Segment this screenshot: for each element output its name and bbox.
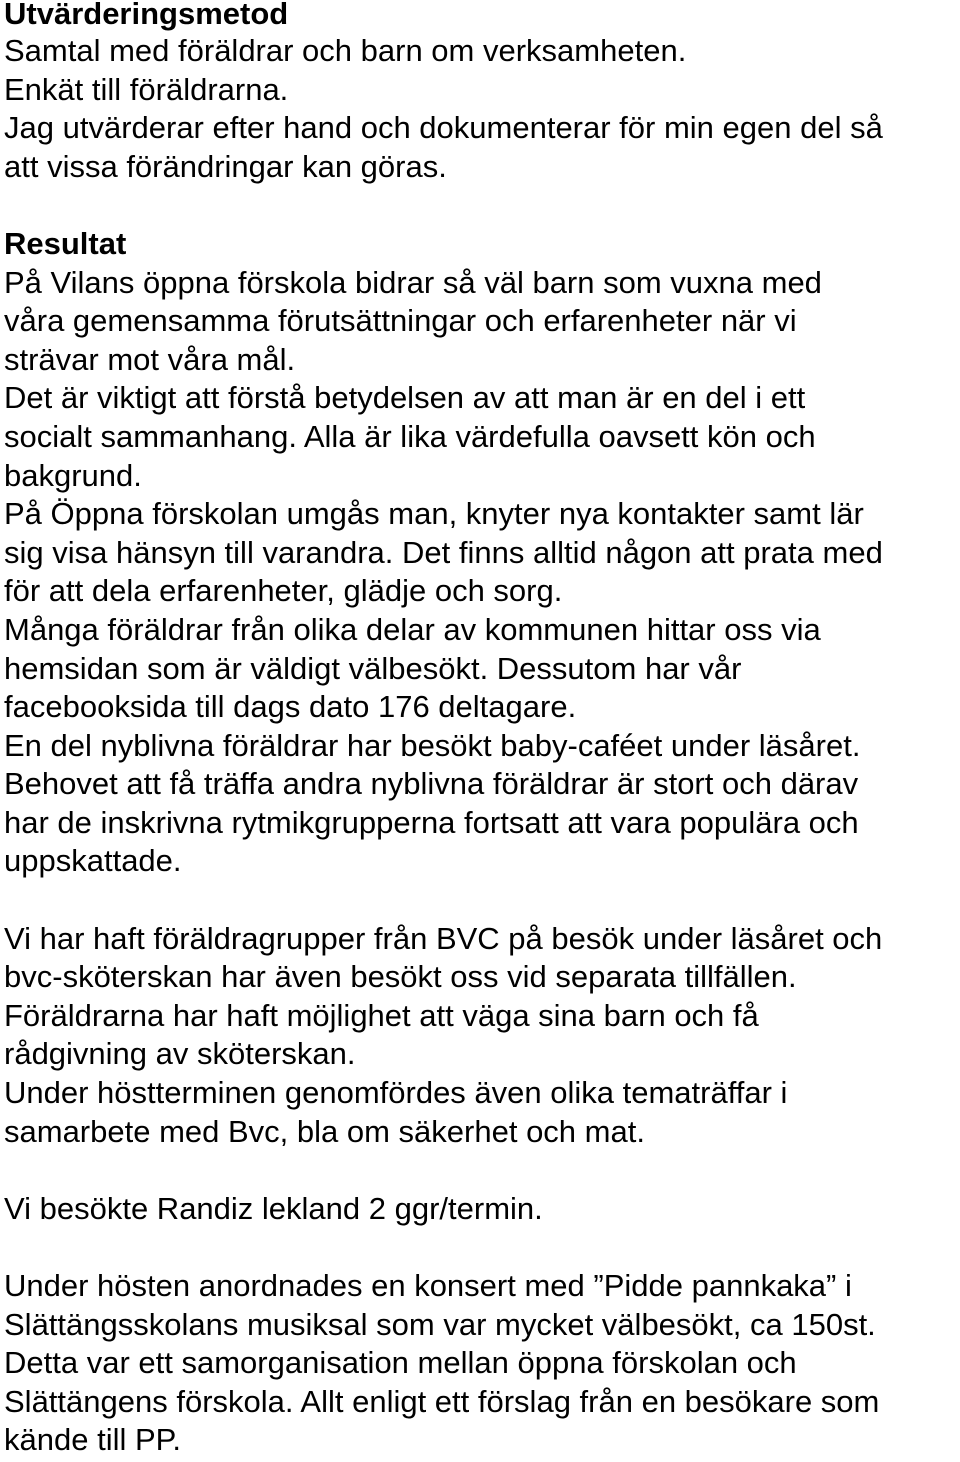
- paragraph-line: Vi har haft föräldragrupper från BVC på besök under läsåret och: [4, 920, 883, 956]
- paragraph-line: bvc-sköterskan har även besökt oss vid separata tillfällen.: [4, 959, 797, 995]
- paragraph-line: Slättängens förskola. Allt enligt ett förslag från en besökare som: [4, 1383, 880, 1419]
- paragraph-line: Vi besökte Randiz lekland 2 ggr/termin.: [4, 1190, 543, 1226]
- paragraph-line: sig visa hänsyn till varandra. Det finns alltid någon att prata med: [4, 534, 883, 570]
- paragraph-line: På Öppna förskolan umgås man, knyter nya kontakter samt lär: [4, 496, 864, 532]
- paragraph-line: våra gemensamma förutsättningar och erfarenheter när vi: [4, 303, 797, 339]
- paragraph-line: Enkät till föräldrarna.: [4, 71, 289, 107]
- paragraph-line: bakgrund.: [4, 457, 142, 493]
- paragraph-line: kände till PP.: [4, 1422, 181, 1458]
- paragraph-line: har de inskrivna rytmikgrupperna fortsatt att vara populära och: [4, 804, 859, 840]
- section-heading-resultat: Resultat: [4, 225, 127, 261]
- paragraph-line: En del nyblivna föräldrar har besökt baby-caféet under läsåret.: [4, 727, 861, 763]
- document-page: [4, 0, 956, 1460]
- paragraph-line: Under hösten anordnades en konsert med ”Pidde pannkaka” i: [4, 1268, 852, 1303]
- section-heading-utvarderingsmetod: Utvärderingsmetod: [4, 0, 289, 31]
- paragraph-line: Jag utvärderar efter hand och dokumenterar för min egen del så: [4, 110, 883, 146]
- paragraph-line: Detta var ett samorganisation mellan öppna förskolan och: [4, 1345, 797, 1381]
- paragraph-line: samarbete med Bvc, bla om säkerhet och mat.: [4, 1113, 645, 1149]
- paragraph-line: På Vilans öppna förskola bidrar så väl barn som vuxna med: [4, 264, 822, 300]
- paragraph-line: att vissa förändringar kan göras.: [4, 148, 447, 184]
- paragraph-line: rådgivning av sköterskan.: [4, 1036, 356, 1072]
- paragraph-line: strävar mot våra mål.: [4, 341, 296, 377]
- paragraph-line: hemsidan som är väldigt välbesökt. Dessutom har vår: [4, 650, 742, 686]
- paragraph-line: Under höstterminen genomfördes även olika tematräffar i: [4, 1075, 788, 1111]
- paragraph-line: socialt sammanhang. Alla är lika värdefulla oavsett kön och: [4, 418, 816, 454]
- paragraph-line: facebooksida till dags dato 176 deltagare.: [4, 689, 577, 725]
- paragraph-line: Slättängsskolans musiksal som var mycket välbesökt, ca 150st.: [4, 1306, 876, 1342]
- paragraph-line: Föräldrarna har haft möjlighet att väga sina barn och få: [4, 997, 759, 1033]
- paragraph-line: Det är viktigt att förstå betydelsen av att man är en del i ett: [4, 380, 806, 416]
- paragraph-line: för att dela erfarenheter, glädje och sorg.: [4, 573, 563, 609]
- paragraph-line: Många föräldrar från olika delar av kommunen hittar oss via: [4, 611, 821, 647]
- paragraph-line: uppskattade.: [4, 843, 182, 879]
- paragraph-line: Samtal med föräldrar och barn om verksamheten.: [4, 33, 687, 68]
- paragraph-line: Behovet att få träffa andra nyblivna föräldrar är stort och därav: [4, 766, 859, 802]
